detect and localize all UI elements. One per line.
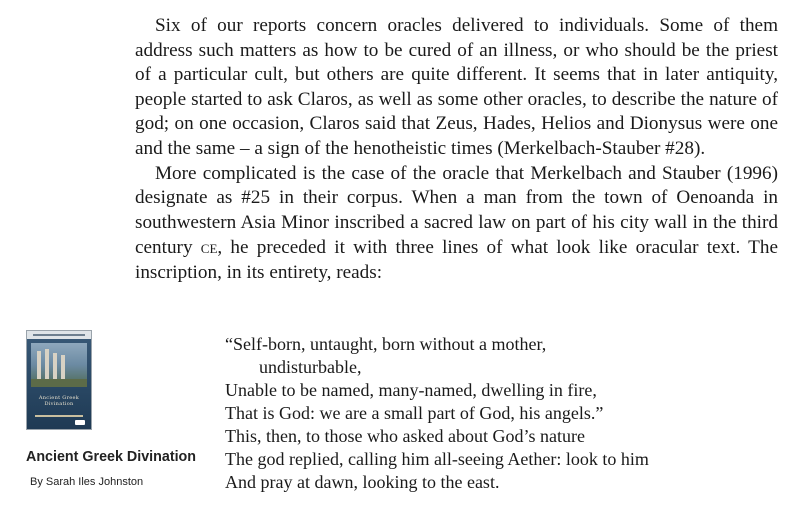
era-abbreviation: ce — [200, 237, 218, 258]
book-title-link[interactable]: Ancient Greek Divination — [26, 449, 197, 465]
paragraph-1: Six of our reports concern oracles delivered to individuals. Some of them address such matters as how to be cured of an illness, or who should be the priest of a particular cult, but others are quite different. It seems that in later antiquity, people started to ask Claros, as well as some other oracles, to describe the nature of god; on one occasion, Claros said that Zeus, Hades, Helios and Dionysus were one and the same – a sign of the henotheistic times (Merkelbach-Stauber #28). — [135, 15, 778, 159]
cover-temple-photo — [31, 343, 87, 387]
quote-line-4: That is God: we are a small part of God, his angels.” — [225, 403, 604, 423]
quote-line-7: And pray at dawn, looking to the east. — [225, 472, 500, 492]
quote-line-3: Unable to be named, many-named, dwelling in fire, — [225, 380, 597, 400]
quote-line-2: undisturbable, — [259, 357, 362, 377]
quote-line-6: The god replied, calling him all-seeing Aether: look to him — [225, 449, 649, 469]
cover-column — [53, 353, 57, 381]
cover-ground — [31, 379, 87, 387]
cover-column — [45, 349, 49, 381]
book-author: By Sarah Iles Johnston — [30, 476, 144, 488]
cover-title: Ancient Greek Divination — [38, 395, 80, 407]
cover-column — [37, 351, 41, 381]
paragraph-2 — [135, 162, 778, 286]
book-cover-image[interactable] — [26, 330, 92, 430]
cover-author-strip — [35, 415, 83, 417]
quote-line-5: This, then, to those who asked about God’s nature — [225, 426, 585, 446]
inscription-quote — [225, 333, 745, 494]
paragraph-2-text-before: More complicated is the case of the oracle that Merkelbach and Stauber (1996) designate as #25 in their corpus. When a man from the town of Oenoanda in southwestern Asia Minor inscribed a sacred law on part of his city wall in the third century — [135, 162, 778, 259]
excerpt-prose — [135, 14, 778, 286]
publisher-logo-icon — [75, 420, 85, 425]
paragraph-2-text-after: , he preceded it with three lines of what look like oracular text. The inscription, in its entirety, reads: — [135, 237, 778, 283]
cover-column — [61, 355, 65, 381]
quote-line-1: “Self-born, untaught, born without a mother, — [225, 334, 547, 354]
cover-header-band — [27, 331, 91, 339]
